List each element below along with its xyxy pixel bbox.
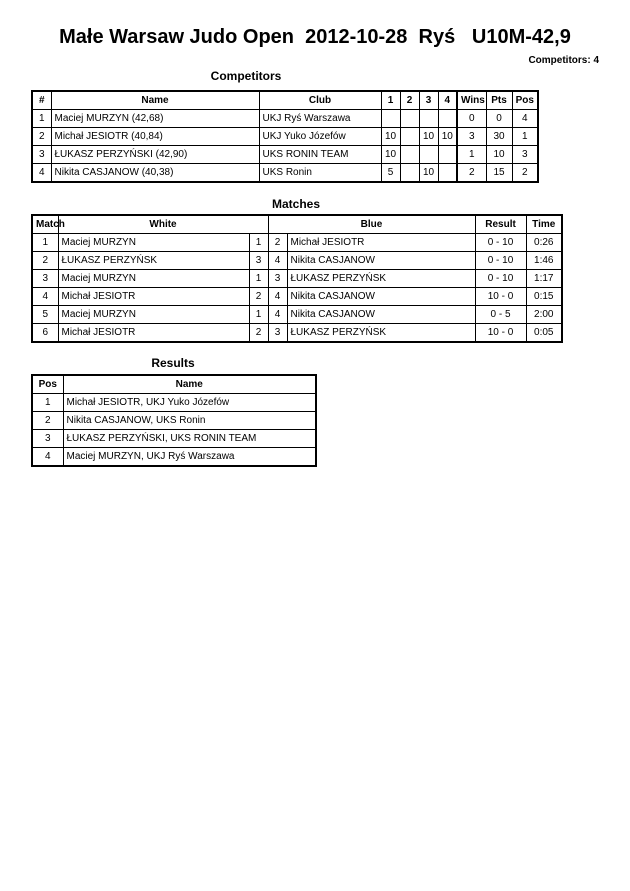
result-row	[32, 394, 316, 412]
competitor-score-3	[419, 110, 438, 128]
match-white-name: Michał JESIOTR	[58, 288, 249, 306]
match-result: 0 - 10	[475, 252, 526, 270]
match-row	[32, 252, 562, 270]
match-white-number: 2	[249, 288, 268, 306]
competitor-score-4	[438, 164, 457, 183]
col-white: White	[58, 215, 268, 234]
match-blue-name: Michał JESIOTR	[287, 234, 475, 252]
matches-table	[31, 214, 563, 343]
competitors-section-title: Competitors	[210, 69, 282, 83]
result-position: 4	[32, 448, 63, 467]
competitor-row	[32, 164, 538, 183]
competitor-score-1: 10	[381, 128, 400, 146]
match-time: 1:17	[526, 270, 562, 288]
match-row	[32, 234, 562, 252]
competitor-wins: 2	[457, 164, 486, 183]
col-score-2: 2	[400, 91, 419, 110]
match-number: 5	[32, 306, 58, 324]
competitor-score-4: 10	[438, 128, 457, 146]
competitor-points: 10	[486, 146, 512, 164]
match-blue-name: Nikita CASJANOW	[287, 288, 475, 306]
match-white-name: Maciej MURZYN	[58, 234, 249, 252]
match-row	[32, 288, 562, 306]
col-wins: Wins	[457, 91, 486, 110]
competitors-count: Competitors: 4	[528, 55, 599, 66]
competitor-name: ŁUKASZ PERZYŃSKI (42,90)	[51, 146, 259, 164]
match-blue-number: 4	[268, 252, 287, 270]
competitor-wins: 1	[457, 146, 486, 164]
match-number: 4	[32, 288, 58, 306]
match-blue-number: 4	[268, 306, 287, 324]
result-name: Maciej MURZYN, UKJ Ryś Warszawa	[63, 448, 316, 467]
match-time: 0:15	[526, 288, 562, 306]
competitor-score-3: 10	[419, 164, 438, 183]
col-score-4: 4	[438, 91, 457, 110]
match-white-name: Michał JESIOTR	[58, 324, 249, 343]
result-name: ŁUKASZ PERZYŃSKI, UKS RONIN TEAM	[63, 430, 316, 448]
match-white-name: Maciej MURZYN	[58, 306, 249, 324]
competitor-club: UKS Ronin	[259, 164, 381, 183]
competitor-club: UKJ Yuko Józefów	[259, 128, 381, 146]
result-position: 2	[32, 412, 63, 430]
page-title: Małe Warsaw Judo Open 2012-10-28 Ryś U10M-42,9	[59, 26, 571, 48]
competitor-club: UKS RONIN TEAM	[259, 146, 381, 164]
results-header-row	[32, 375, 316, 394]
result-position: 3	[32, 430, 63, 448]
match-row	[32, 270, 562, 288]
match-number: 1	[32, 234, 58, 252]
competitor-score-2	[400, 128, 419, 146]
match-white-number: 1	[249, 270, 268, 288]
result-row	[32, 430, 316, 448]
match-white-number: 1	[249, 234, 268, 252]
competitor-score-3: 10	[419, 128, 438, 146]
match-blue-number: 3	[268, 270, 287, 288]
competitor-points: 0	[486, 110, 512, 128]
match-blue-number: 4	[268, 288, 287, 306]
competitor-score-1	[381, 110, 400, 128]
match-number: 3	[32, 270, 58, 288]
competitors-table	[31, 90, 539, 183]
match-white-number: 2	[249, 324, 268, 343]
competitor-name: Nikita CASJANOW (40,38)	[51, 164, 259, 183]
col-result-pos: Pos	[32, 375, 63, 394]
col-result-name: Name	[63, 375, 316, 394]
competitor-score-4	[438, 110, 457, 128]
match-time: 1:46	[526, 252, 562, 270]
competitor-score-2	[400, 146, 419, 164]
competitor-score-1: 5	[381, 164, 400, 183]
competitor-club: UKJ Ryś Warszawa	[259, 110, 381, 128]
match-white-number: 3	[249, 252, 268, 270]
col-score-3: 3	[419, 91, 438, 110]
match-number: 2	[32, 252, 58, 270]
match-blue-number: 3	[268, 324, 287, 343]
competitor-score-2	[400, 110, 419, 128]
col-pos: Pos	[512, 91, 538, 110]
col-score-1: 1	[381, 91, 400, 110]
competitor-score-2	[400, 164, 419, 183]
match-time: 0:05	[526, 324, 562, 343]
competitor-wins: 3	[457, 128, 486, 146]
match-white-name: ŁUKASZ PERZYŃSK	[58, 252, 249, 270]
result-row	[32, 448, 316, 467]
competitor-position: 4	[512, 110, 538, 128]
match-blue-name: ŁUKASZ PERZYŃSK	[287, 270, 475, 288]
col-pts: Pts	[486, 91, 512, 110]
competitor-number: 1	[32, 110, 51, 128]
competitor-points: 15	[486, 164, 512, 183]
competitor-row	[32, 128, 538, 146]
competitor-wins: 0	[457, 110, 486, 128]
match-row	[32, 306, 562, 324]
match-row	[32, 324, 562, 343]
competitor-position: 1	[512, 128, 538, 146]
match-blue-name: ŁUKASZ PERZYŃSK	[287, 324, 475, 343]
results-table	[31, 374, 317, 467]
match-result: 0 - 10	[475, 270, 526, 288]
match-white-name: Maciej MURZYN	[58, 270, 249, 288]
matches-section-title: Matches	[271, 197, 321, 211]
competitors-header-row	[32, 91, 538, 110]
col-match: Match	[32, 215, 58, 234]
competitor-name: Maciej MURZYN (42,68)	[51, 110, 259, 128]
competitor-score-4	[438, 146, 457, 164]
match-blue-name: Nikita CASJANOW	[287, 252, 475, 270]
col-club: Club	[259, 91, 381, 110]
competitor-number: 3	[32, 146, 51, 164]
competitor-row	[32, 110, 538, 128]
col-name: Name	[51, 91, 259, 110]
result-name: Nikita CASJANOW, UKS Ronin	[63, 412, 316, 430]
competitor-number: 4	[32, 164, 51, 183]
match-result: 10 - 0	[475, 288, 526, 306]
matches-header-row	[32, 215, 562, 234]
competitor-position: 3	[512, 146, 538, 164]
match-blue-number: 2	[268, 234, 287, 252]
competitor-points: 30	[486, 128, 512, 146]
col-blue: Blue	[268, 215, 475, 234]
match-time: 0:26	[526, 234, 562, 252]
competitor-name: Michał JESIOTR (40,84)	[51, 128, 259, 146]
match-white-number: 1	[249, 306, 268, 324]
competitor-position: 2	[512, 164, 538, 183]
col-result: Result	[475, 215, 526, 234]
match-result: 0 - 10	[475, 234, 526, 252]
match-number: 6	[32, 324, 58, 343]
competitor-score-3	[419, 146, 438, 164]
competitor-score-1: 10	[381, 146, 400, 164]
col-time: Time	[526, 215, 562, 234]
result-position: 1	[32, 394, 63, 412]
results-section-title: Results	[151, 356, 195, 370]
match-result: 10 - 0	[475, 324, 526, 343]
col-num: #	[32, 91, 51, 110]
match-result: 0 - 5	[475, 306, 526, 324]
competitor-row	[32, 146, 538, 164]
result-row	[32, 412, 316, 430]
match-blue-name: Nikita CASJANOW	[287, 306, 475, 324]
result-name: Michał JESIOTR, UKJ Yuko Józefów	[63, 394, 316, 412]
match-time: 2:00	[526, 306, 562, 324]
competitor-number: 2	[32, 128, 51, 146]
